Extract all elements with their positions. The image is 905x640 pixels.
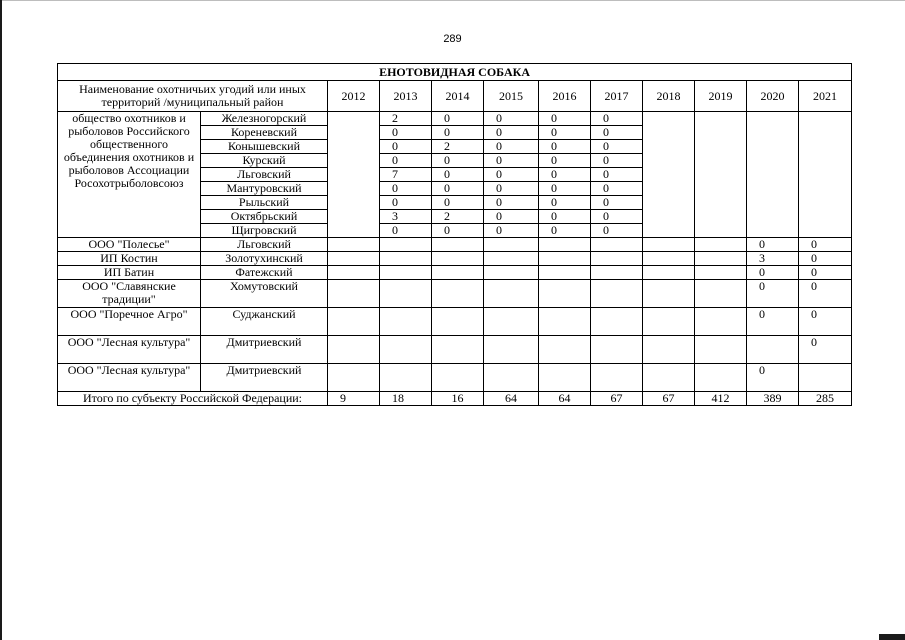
district-name: Курский [201, 154, 328, 168]
district-name: Льговский [201, 168, 328, 182]
value-cell-2014: 0 [432, 112, 484, 126]
value-cell-2017: 0 [591, 182, 643, 196]
scan-left-edge [0, 0, 2, 640]
value-cell-2015 [484, 308, 539, 336]
table-row [58, 280, 852, 308]
value-cell-2016: 0 [539, 140, 591, 154]
value-cell-2019 [695, 238, 747, 252]
table-row [58, 266, 852, 280]
value-cell-2020: 0 [747, 266, 799, 280]
district-name: Октябрьский [201, 210, 328, 224]
value-cell-2012 [328, 112, 380, 238]
value-cell-2013: 0 [380, 140, 432, 154]
value-cell-2017: 0 [591, 224, 643, 238]
value-cell-2016 [539, 364, 591, 392]
table-title: ЕНОТОВИДНАЯ СОБАКА [58, 64, 852, 81]
value-cell-2014: 0 [432, 224, 484, 238]
value-cell-2015 [484, 238, 539, 252]
district-name: Рыльский [201, 196, 328, 210]
district-name: Железногорский [201, 112, 328, 126]
organization-name: ООО "Полесье" [58, 238, 201, 252]
value-cell-2015: 0 [484, 126, 539, 140]
page-top-edge [0, 0, 905, 1]
value-cell-2015 [484, 336, 539, 364]
value-cell-2017: 0 [591, 154, 643, 168]
value-cell-2013: 0 [380, 154, 432, 168]
value-cell-2014 [432, 280, 484, 308]
value-cell-2016: 0 [539, 154, 591, 168]
district-name: Мантуровский [201, 182, 328, 196]
total-value-2019: 412 [695, 392, 747, 406]
value-cell-2013: 0 [380, 196, 432, 210]
district-name: Дмитриевский [201, 336, 328, 364]
value-cell-2019 [695, 252, 747, 266]
value-cell-2021 [799, 112, 852, 238]
value-cell-2021 [799, 364, 852, 392]
total-value-2015: 64 [484, 392, 539, 406]
value-cell-2016 [539, 266, 591, 280]
table-row [58, 252, 852, 266]
district-name: Льговский [201, 238, 328, 252]
value-cell-2014: 0 [432, 196, 484, 210]
value-cell-2016: 0 [539, 168, 591, 182]
value-cell-2013 [380, 308, 432, 336]
value-cell-2014: 2 [432, 140, 484, 154]
value-cell-2019 [695, 280, 747, 308]
value-cell-2020: 3 [747, 252, 799, 266]
header-area-label: Наименование охотничьих угодий или иных территорий /муниципальный район [58, 81, 328, 112]
value-cell-2018 [643, 266, 695, 280]
value-cell-2013 [380, 266, 432, 280]
value-cell-2013: 3 [380, 210, 432, 224]
value-cell-2015: 0 [484, 168, 539, 182]
district-name: Суджанский [201, 308, 328, 336]
value-cell-2014 [432, 364, 484, 392]
value-cell-2018 [643, 112, 695, 238]
value-cell-2018 [643, 364, 695, 392]
value-cell-2017 [591, 364, 643, 392]
value-cell-2016: 0 [539, 182, 591, 196]
value-cell-2014: 0 [432, 168, 484, 182]
total-value-2012: 9 [328, 392, 380, 406]
header-year: 2015 [484, 81, 539, 112]
value-cell-2016 [539, 280, 591, 308]
value-cell-2015 [484, 252, 539, 266]
scan-corner-mark [879, 634, 905, 640]
value-cell-2015: 0 [484, 224, 539, 238]
total-value-2016: 64 [539, 392, 591, 406]
value-cell-2016: 0 [539, 224, 591, 238]
value-cell-2017: 0 [591, 210, 643, 224]
value-cell-2021: 0 [799, 252, 852, 266]
value-cell-2016: 0 [539, 112, 591, 126]
value-cell-2012 [328, 266, 380, 280]
table-row [58, 238, 852, 252]
value-cell-2013 [380, 238, 432, 252]
table-row [58, 112, 852, 126]
value-cell-2018 [643, 280, 695, 308]
value-cell-2021: 0 [799, 308, 852, 336]
header-year: 2021 [799, 81, 852, 112]
total-value-2013: 18 [380, 392, 432, 406]
header-year: 2019 [695, 81, 747, 112]
value-cell-2013: 0 [380, 126, 432, 140]
value-cell-2015 [484, 280, 539, 308]
value-cell-2012 [328, 252, 380, 266]
value-cell-2016 [539, 238, 591, 252]
value-cell-2016: 0 [539, 210, 591, 224]
value-cell-2014 [432, 252, 484, 266]
organization-name: ООО "Поречное Агро" [58, 308, 201, 336]
value-cell-2015: 0 [484, 154, 539, 168]
value-cell-2017 [591, 308, 643, 336]
organization-name: ООО "Лесная культура" [58, 336, 201, 364]
value-cell-2012 [328, 280, 380, 308]
value-cell-2017 [591, 266, 643, 280]
value-cell-2018 [643, 308, 695, 336]
value-cell-2014 [432, 336, 484, 364]
table-row [58, 308, 852, 336]
total-row [58, 392, 852, 406]
table-row [58, 364, 852, 392]
total-value-2018: 67 [643, 392, 695, 406]
value-cell-2012 [328, 238, 380, 252]
value-cell-2020: 0 [747, 280, 799, 308]
district-name: Золотухинский [201, 252, 328, 266]
organization-name: ООО "Славянские традиции" [58, 280, 201, 308]
value-cell-2016: 0 [539, 196, 591, 210]
value-cell-2012 [328, 364, 380, 392]
header-year: 2012 [328, 81, 380, 112]
value-cell-2013: 2 [380, 112, 432, 126]
value-cell-2016 [539, 308, 591, 336]
value-cell-2016 [539, 336, 591, 364]
total-value-2014: 16 [432, 392, 484, 406]
value-cell-2017 [591, 336, 643, 364]
organization-name: ООО "Лесная культура" [58, 364, 201, 392]
value-cell-2021: 0 [799, 238, 852, 252]
value-cell-2013: 0 [380, 224, 432, 238]
value-cell-2019 [695, 308, 747, 336]
district-name: Хомутовский [201, 280, 328, 308]
value-cell-2014 [432, 238, 484, 252]
page-number: 289 [443, 33, 462, 45]
total-label: Итого по субъекту Российской Федерации: [58, 392, 328, 406]
value-cell-2013: 0 [380, 182, 432, 196]
value-cell-2020: 0 [747, 238, 799, 252]
value-cell-2016 [539, 252, 591, 266]
value-cell-2014 [432, 308, 484, 336]
district-name: Кореневский [201, 126, 328, 140]
value-cell-2014: 0 [432, 182, 484, 196]
value-cell-2017: 0 [591, 126, 643, 140]
value-cell-2013 [380, 252, 432, 266]
value-cell-2012 [328, 336, 380, 364]
district-name: Щигровский [201, 224, 328, 238]
value-cell-2015: 0 [484, 210, 539, 224]
value-cell-2018 [643, 336, 695, 364]
value-cell-2020: 0 [747, 308, 799, 336]
value-cell-2017 [591, 252, 643, 266]
title-row [58, 64, 852, 81]
value-cell-2018 [643, 252, 695, 266]
value-cell-2013 [380, 364, 432, 392]
value-cell-2014: 0 [432, 126, 484, 140]
value-cell-2015: 0 [484, 140, 539, 154]
header-year: 2013 [380, 81, 432, 112]
header-year: 2016 [539, 81, 591, 112]
value-cell-2015: 0 [484, 182, 539, 196]
table-row [58, 336, 852, 364]
value-cell-2017 [591, 280, 643, 308]
value-cell-2015: 0 [484, 196, 539, 210]
value-cell-2021: 0 [799, 280, 852, 308]
value-cell-2017 [591, 238, 643, 252]
header-year: 2020 [747, 81, 799, 112]
total-value-2020: 389 [747, 392, 799, 406]
district-name: Фатежский [201, 266, 328, 280]
value-cell-2017: 0 [591, 196, 643, 210]
value-cell-2016: 0 [539, 126, 591, 140]
value-cell-2021: 0 [799, 266, 852, 280]
total-value-2021: 285 [799, 392, 852, 406]
organization-name: общество охотников и рыболовов Российского общественного объединения охотников и рыболовов Ассоциации Росохотрыболовсоюз [58, 112, 201, 238]
value-cell-2014 [432, 266, 484, 280]
raccoon-dog-table [57, 63, 852, 406]
total-value-2017: 67 [591, 392, 643, 406]
organization-name: ИП Батин [58, 266, 201, 280]
value-cell-2020 [747, 336, 799, 364]
value-cell-2017: 0 [591, 112, 643, 126]
district-name: Конышевский [201, 140, 328, 154]
value-cell-2013 [380, 280, 432, 308]
value-cell-2015 [484, 364, 539, 392]
value-cell-2020 [747, 112, 799, 238]
header-year: 2018 [643, 81, 695, 112]
value-cell-2018 [643, 238, 695, 252]
value-cell-2012 [328, 308, 380, 336]
value-cell-2014: 2 [432, 210, 484, 224]
value-cell-2017: 0 [591, 168, 643, 182]
value-cell-2019 [695, 364, 747, 392]
value-cell-2021: 0 [799, 336, 852, 364]
value-cell-2019 [695, 336, 747, 364]
header-year: 2014 [432, 81, 484, 112]
value-cell-2015 [484, 266, 539, 280]
value-cell-2020: 0 [747, 364, 799, 392]
value-cell-2019 [695, 266, 747, 280]
value-cell-2013: 7 [380, 168, 432, 182]
value-cell-2019 [695, 112, 747, 238]
organization-name: ИП Костин [58, 252, 201, 266]
header-row [58, 81, 852, 112]
value-cell-2014: 0 [432, 154, 484, 168]
value-cell-2017: 0 [591, 140, 643, 154]
value-cell-2015: 0 [484, 112, 539, 126]
header-year: 2017 [591, 81, 643, 112]
district-name: Дмитриевский [201, 364, 328, 392]
value-cell-2013 [380, 336, 432, 364]
